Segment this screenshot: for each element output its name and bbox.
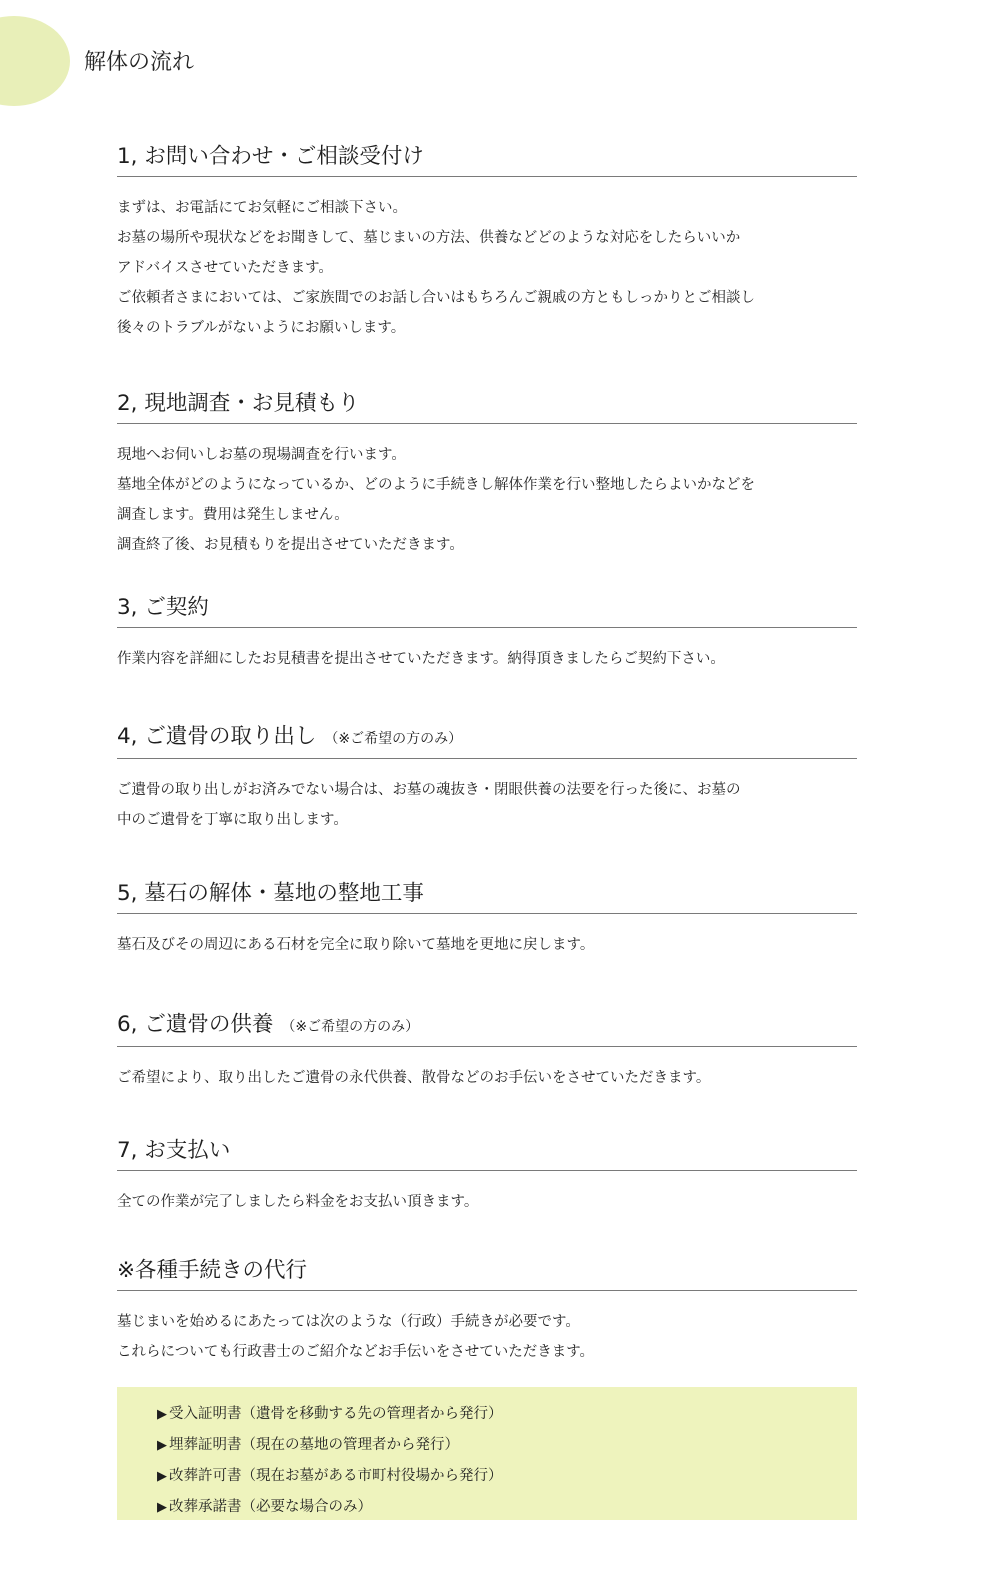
section-contract xyxy=(117,593,877,674)
body-line: 後々のトラブルがないようにお願いします。 xyxy=(117,320,406,336)
body-line: お墓の場所や現状などをお聞きして、墓じまいの方法、供養などどのような対応をしたらいいか xyxy=(117,230,741,246)
heading-note: （※ご希望の方のみ） xyxy=(281,1019,420,1035)
list-item xyxy=(157,1430,857,1461)
page-title: 解体の流れ xyxy=(84,50,195,75)
arrow-right-icon: ▶ xyxy=(157,1500,167,1515)
body-line: 現地へお伺いしお墓の現場調査を行います。 xyxy=(117,447,406,463)
section-body xyxy=(117,1307,877,1367)
procedure-documents-box xyxy=(117,1387,857,1520)
section-body xyxy=(117,440,877,560)
procedure-list xyxy=(117,1387,857,1523)
body-line: 墓地全体がどのようになっているか、どのように手続きし解体作業を行い整地したらよいかなどを xyxy=(117,477,755,493)
body-line: ご遺骨の取り出しがお済みでない場合は、お墓の魂抜き・閉眼供養の法要を行った後に、お墓の xyxy=(117,782,741,798)
body-line: 調査します。費用は発生しません。 xyxy=(117,507,349,523)
section-procedures xyxy=(117,1256,877,1367)
heading-text: 3, ご契約 xyxy=(117,595,209,620)
arrow-right-icon: ▶ xyxy=(157,1407,167,1422)
section-heading xyxy=(117,722,857,759)
list-item xyxy=(157,1399,857,1430)
section-payment xyxy=(117,1136,877,1217)
section-demolition xyxy=(117,879,877,960)
heading-text: 6, ご遺骨の供養 xyxy=(117,1012,274,1037)
body-line: 中のご遺骨を丁寧に取り出します。 xyxy=(117,812,348,828)
body-line: まずは、お電話にてお気軽にご相談下さい。 xyxy=(117,200,407,216)
list-item-text: 改葬承諾書（必要な場合のみ） xyxy=(169,1499,372,1515)
section-memorial xyxy=(117,1010,877,1093)
body-line: 全ての作業が完了しましたら料金をお支払い頂きます。 xyxy=(117,1194,479,1210)
heading-text: 7, お支払い xyxy=(117,1138,231,1163)
section-heading xyxy=(117,142,857,177)
section-inquiry xyxy=(117,142,877,343)
heading-text: 1, お問い合わせ・ご相談受付け xyxy=(117,144,424,169)
body-line: 墓じまいを始めるにあたっては次のような（行政）手続きが必要です。 xyxy=(117,1314,580,1330)
section-body xyxy=(117,1063,877,1093)
heading-text: 5, 墓石の解体・墓地の整地工事 xyxy=(117,881,424,906)
section-heading xyxy=(117,1256,857,1291)
section-body xyxy=(117,775,877,835)
heading-note: （※ご希望の方のみ） xyxy=(324,731,463,747)
heading-text: 2, 現地調査・お見積もり xyxy=(117,391,360,416)
body-line: ご依頼者さまにおいては、ご家族間でのお話し合いはもちろんご親戚の方ともしっかりとご相談し xyxy=(117,290,755,306)
arrow-right-icon: ▶ xyxy=(157,1469,167,1484)
header-accent-circle xyxy=(0,16,70,106)
body-line: ご希望により、取り出したご遺骨の永代供養、散骨などのお手伝いをさせていただきます。 xyxy=(117,1070,711,1086)
section-site-survey xyxy=(117,389,877,560)
section-body xyxy=(117,644,877,674)
body-line: これらについても行政書士のご紹介などお手伝いをさせていただきます。 xyxy=(117,1344,595,1360)
list-item-text: 受入証明書（遺骨を移動する先の管理者から発行） xyxy=(169,1406,503,1422)
section-remains-removal xyxy=(117,722,877,835)
section-heading xyxy=(117,1010,857,1047)
list-item-text: 改葬許可書（現在お墓がある市町村役場から発行） xyxy=(169,1468,503,1484)
section-heading xyxy=(117,1136,857,1171)
body-line: アドバイスさせていただきます。 xyxy=(117,260,333,276)
section-heading xyxy=(117,593,857,628)
section-body xyxy=(117,1187,877,1217)
section-heading xyxy=(117,879,857,914)
section-body xyxy=(117,193,877,343)
body-line: 調査終了後、お見積もりを提出させていただきます。 xyxy=(117,537,464,553)
list-item xyxy=(157,1461,857,1492)
heading-text: ※各種手続きの代行 xyxy=(117,1258,308,1283)
heading-text: 4, ご遺骨の取り出し xyxy=(117,724,317,749)
list-item xyxy=(157,1492,857,1523)
body-line: 墓石及びその周辺にある石材を完全に取り除いて墓地を更地に戻します。 xyxy=(117,937,595,953)
list-item-text: 埋葬証明書（現在の墓地の管理者から発行） xyxy=(169,1437,459,1453)
section-heading xyxy=(117,389,857,424)
body-line: 作業内容を詳細にしたお見積書を提出させていただきます。納得頂きましたらご契約下さい。 xyxy=(117,651,725,667)
section-body xyxy=(117,930,877,960)
arrow-right-icon: ▶ xyxy=(157,1438,167,1453)
